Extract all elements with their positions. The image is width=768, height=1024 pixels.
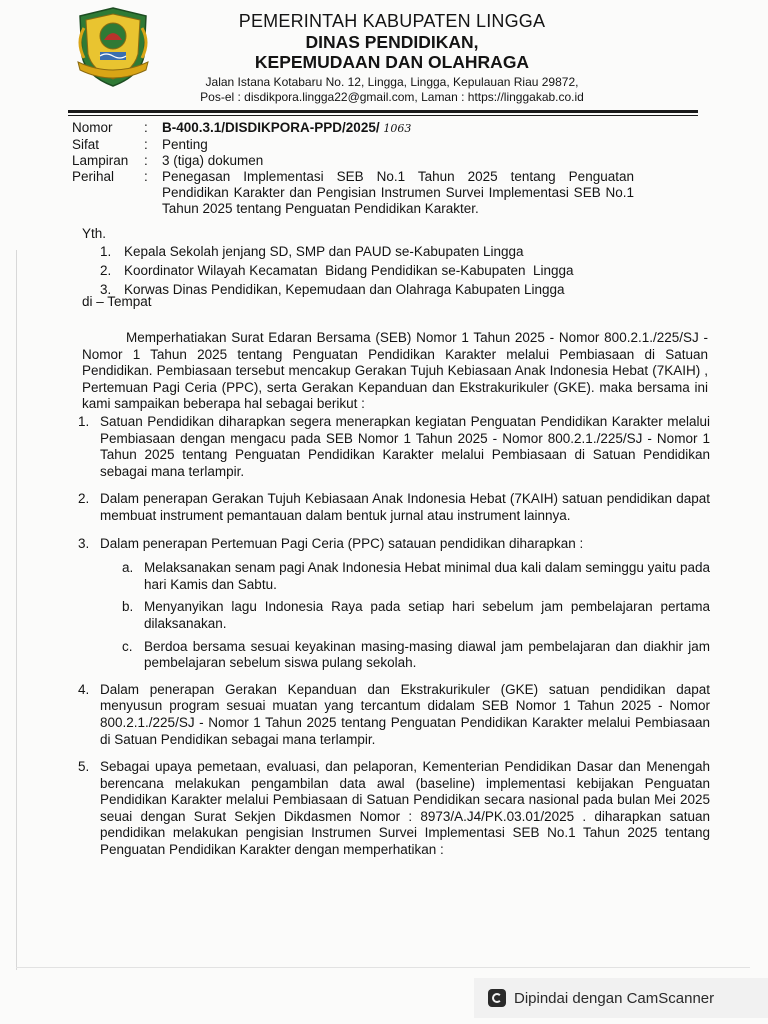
sub-item xyxy=(122,599,710,632)
sub-text: Menyanyikan lagu Indonesia Raya pada setiap hari sebelum jam pembelajaran pertama dilaksanakan. xyxy=(144,599,710,631)
sub-letter: b. xyxy=(122,599,134,615)
item-number: 4. xyxy=(78,681,90,697)
agency-address: Jalan Istana Kotabaru No. 12, Lingga, Lingga, Kepulauan Riau 29872, xyxy=(205,75,579,89)
place-line: di – Tempat xyxy=(82,294,152,309)
item-text: Dalam penerapan Gerakan Tujuh Kebiasaan Anak Indonesia Hebat (7KAIH) satuan pendidikan dapat membuat instrument pemantauan dalam bentuk jurnal atau instrument lainnya. xyxy=(100,491,710,523)
list-item xyxy=(100,242,620,261)
meta-value xyxy=(162,120,672,137)
item-number: 2. xyxy=(100,263,112,278)
camscanner-icon xyxy=(488,989,506,1007)
item-text: Sebagai upaya pemetaan, evaluasi, dan pelaporan, Kementerian Pendidikan Dasar dan Menengah berencana melakukan pengambilan data awal (baseline) implementasi kebijakan Penguatan Pendidikan Karakter melalui Pembiasaan di Satuan Pendidikan secara nasional pada bulan Mei 2025 seuai dengan Surat Sekjen Dikdasmen Nomor : 8973/A.J4/PK.03.01/2025 . diharapkan satuan pendidikan melakukan pengisian Instrumen Survei Implementasi SEB No.1 Tahun 2025 tentang Penguatan Pendidikan Karakter dengan memperhatikan : xyxy=(100,759,710,858)
handwritten-number: 1063 xyxy=(383,122,412,135)
government-name: PEMERINTAH KABUPATEN LINGGA xyxy=(238,11,546,31)
salutation: Yth. xyxy=(82,226,107,241)
item-text: Kepala Sekolah jenjang SD, SMP dan PAUD se-Kabupaten Lingga xyxy=(124,244,524,259)
meta-lampiran xyxy=(72,153,672,169)
item-text: Korwas Dinas Pendidikan, Kepemudaan dan Olahraga Kabupaten Lingga xyxy=(124,282,565,297)
meta-colon: : xyxy=(144,153,148,168)
meta-colon: : xyxy=(144,137,148,152)
item-text: Koordinator Wilayah Kecamatan Bidang Pendidikan se-Kabupaten Lingga xyxy=(124,263,574,278)
meta-colon: : xyxy=(144,169,148,184)
scan-bottom-edge xyxy=(16,967,750,968)
list-item xyxy=(78,682,710,748)
sub-letter: c. xyxy=(122,638,133,654)
letterhead xyxy=(162,10,622,105)
item-number: 3. xyxy=(78,535,90,551)
meta-value: Penegasan Implementasi SEB No.1 Tahun 2025 tentang Penguatan Pendidikan Karakter dan Pengisian Instrumen Survei Implementasi SEB No.1 Tahun 2025 tentang Penguatan Pendidikan Karakter. xyxy=(162,169,634,216)
sub-text: Berdoa bersama sesuai keyakinan masing-masing diawal jam pembelajaran dan diakhir jam pembelajaran sebelum siswa pulang sekolah. xyxy=(144,638,710,671)
meta-value: 3 (tiga) dokumen xyxy=(162,153,264,168)
item-number: 1. xyxy=(78,414,90,429)
list-item xyxy=(78,414,710,480)
meta-perihal xyxy=(72,169,672,217)
sub-letter: a. xyxy=(122,560,134,576)
list-item xyxy=(100,280,620,299)
watermark-text: Dipindai dengan CamScanner xyxy=(514,989,715,1007)
addressee-list xyxy=(100,242,620,299)
meta-colon: : xyxy=(144,120,148,135)
scan-edge xyxy=(16,250,17,970)
item-number: 2. xyxy=(78,491,90,507)
item-text: Dalam penerapan Pertemuan Pagi Ceria (PPC) satauan pendidikan diharapkan : xyxy=(100,535,584,551)
letter-meta xyxy=(72,120,672,217)
item-text: Dalam penerapan Gerakan Kepanduan dan Ekstrakurikuler (GKE) satuan pendidikan dapat menyusun program sesuai muatan yang tercantum didalam SEB Nomor 1 Tahun 2025 - Nomor 800.2.1./225/SJ - Nomor 1 Tahun 2025 tentang Penguatan Pendidikan Karakter melalui Pembiasaan di Satuan Pendidikan sebagai mana terlampir. xyxy=(100,681,710,747)
list-item xyxy=(78,536,710,553)
list-item xyxy=(78,759,710,859)
meta-value: Penting xyxy=(162,137,208,152)
meta-nomor xyxy=(72,120,672,137)
regency-emblem-icon xyxy=(74,6,152,88)
letter-number: B-400.3.1/DISDIKPORA-PPD/2025/ xyxy=(162,120,380,135)
agency-name-line2: KEPEMUDAAN DAN OLAHRAGA xyxy=(254,52,530,72)
sub-text: Melaksanakan senam pagi Anak Indonesia Hebat minimal dua kali dalam seminggu yaitu pada hari Kamis dan Sabtu. xyxy=(144,560,710,592)
points-list xyxy=(78,414,710,859)
agency-name-line1: DINAS PENDIDIKAN, xyxy=(305,32,479,52)
meta-key: Lampiran xyxy=(72,153,129,168)
sub-item xyxy=(122,560,710,593)
meta-key: Nomor xyxy=(72,120,113,135)
item-number: 1. xyxy=(100,244,112,259)
intro-paragraph: Memperhatiakan Surat Edaran Bersama (SEB) Nomor 1 Tahun 2025 - Nomor 800.2.1./225/SJ - Nomor 1 Tahun 2025 tentang Penguatan Pendidikan Karakter melalui Pembiasaan di Satuan Pendidikan. Pembiasaan tersebut mencakup Gerakan Tujuh Kebiasaan Anak Indonesia Hebat (7KAIH) , Pertemuan Pagi Ceria (PPC), serta Gerakan Kepanduan dan Ekstrakurikuler (GKE). maka bersama ini kami sampaikan beberapa hal sebagai berikut : xyxy=(82,330,708,412)
item-text: Satuan Pendidikan diharapkan segera menerapkan kegiatan Penguatan Pendidikan Karakter melalui Pembiasaan dengan mengacu pada SEB Nomor 1 Tahun 2025 - Nomor 800.2.1./225/SJ - Nomor 1 Tahun 2025 tentang Penguatan Pendidikan Karakter melalui Pembiasaan di Satuan Pendidikan sebagai mana terlampir. xyxy=(100,414,710,479)
sub-item xyxy=(122,639,710,672)
camscanner-watermark xyxy=(474,978,768,1018)
meta-sifat xyxy=(72,137,672,153)
list-item xyxy=(78,491,710,524)
meta-key: Perihal xyxy=(72,169,115,184)
letterhead-rule-thick xyxy=(68,110,698,113)
item-number: 3. xyxy=(100,282,112,297)
letterhead-rule-thin xyxy=(68,115,698,116)
meta-key: Sifat xyxy=(72,137,100,152)
agency-contact: Pos-el : disdikpora.lingga22@gmail.com, Laman : https://linggakab.co.id xyxy=(200,90,584,104)
list-item xyxy=(100,261,620,280)
item-number: 5. xyxy=(78,759,90,775)
